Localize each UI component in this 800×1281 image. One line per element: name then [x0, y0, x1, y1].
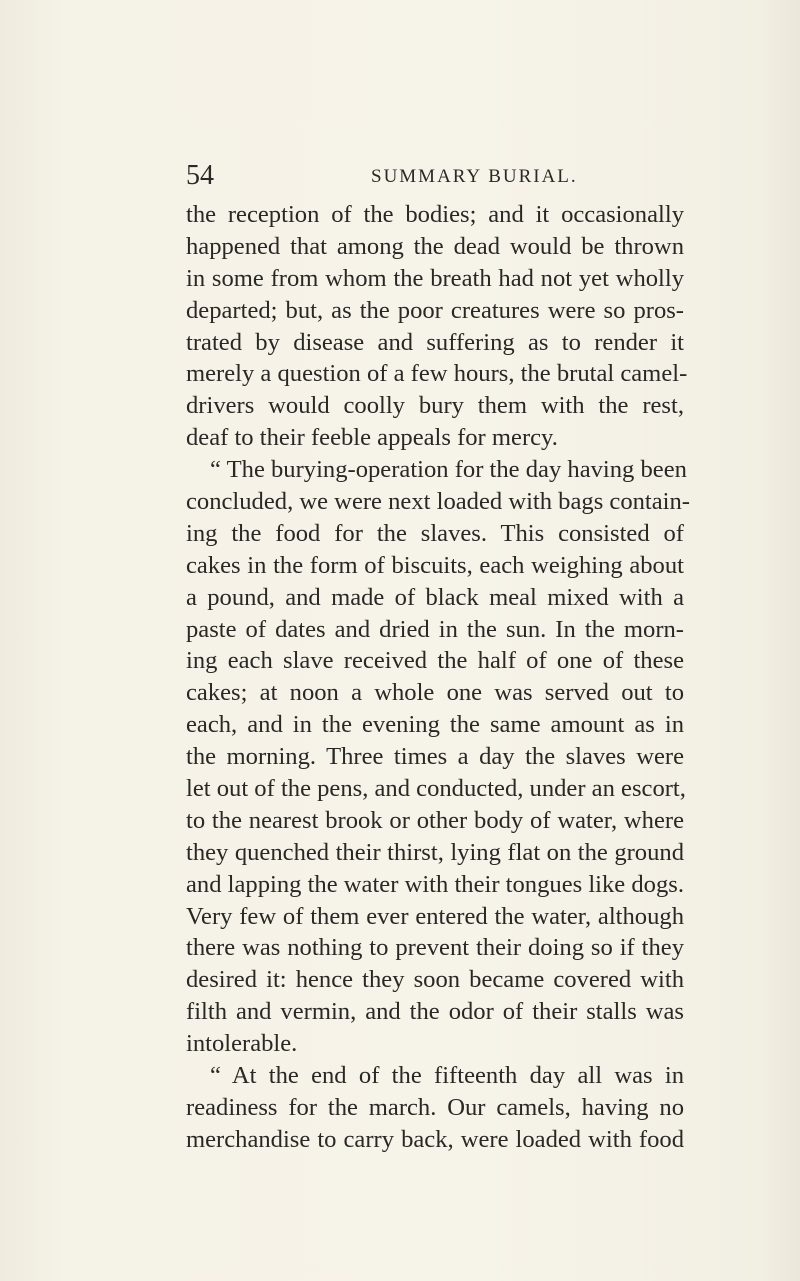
body-text — [186, 199, 690, 1156]
text-line: merely a question of a few hours, the brutal camel- — [186, 360, 688, 388]
text-line: desired it: hence they soon became covered with — [186, 966, 684, 994]
text-line: cakes in the form of biscuits, each weighing about — [186, 551, 684, 579]
text-line: drivers would coolly bury them with the rest, — [186, 392, 684, 420]
text-line: ing each slave received the half of one of these — [186, 647, 684, 675]
text-line: a pound, and made of black meal mixed with a — [186, 583, 684, 611]
text-line: cakes; at noon a whole one was served out to — [186, 679, 684, 707]
text-line: the morning. Three times a day the slaves were — [186, 743, 684, 771]
text-line: each, and in the evening the same amount as in — [186, 711, 684, 739]
text-line: merchandise to carry back, were loaded with food — [186, 1125, 684, 1153]
text-line: departed; but, as the poor creatures were so pros- — [186, 296, 684, 324]
text-line: ing the food for the slaves. This consisted of — [186, 519, 684, 547]
text-line: concluded, we were next loaded with bags contain- — [186, 488, 690, 516]
text-line: to the nearest brook or other body of water, where — [186, 806, 684, 834]
running-head: SUMMARY BURIAL. — [371, 166, 578, 187]
text-line: and lapping the water with their tongues like dogs. — [186, 870, 684, 898]
text-line: the reception of the bodies; and it occasionally — [186, 201, 684, 228]
text-line: “ At the end of the fifteenth day all was in — [210, 1062, 684, 1090]
text-line: “ The burying-operation for the day having been — [210, 456, 687, 484]
text-line: happened that among the dead would be thrown — [186, 232, 684, 260]
text-line: deaf to their feeble appeals for mercy. — [186, 424, 558, 452]
page-number: 54 — [186, 160, 214, 191]
text-line: Very few of them ever entered the water, although — [186, 902, 684, 930]
text-line: in some from whom the breath had not yet wholly — [186, 264, 684, 292]
page-header — [186, 160, 686, 192]
text-line: there was nothing to prevent their doing so if they — [186, 934, 684, 962]
text-line: intolerable. — [186, 1030, 298, 1058]
text-line: filth and vermin, and the odor of their stalls was — [186, 998, 684, 1026]
text-line: they quenched their thirst, lying flat on the ground — [186, 838, 684, 866]
text-line: let out of the pens, and conducted, under an escort, — [186, 775, 686, 803]
text-line: trated by disease and suffering as to render it — [186, 328, 684, 356]
text-line: readiness for the march. Our camels, having no — [186, 1093, 684, 1121]
text-line: paste of dates and dried in the sun. In the morn- — [186, 615, 684, 643]
